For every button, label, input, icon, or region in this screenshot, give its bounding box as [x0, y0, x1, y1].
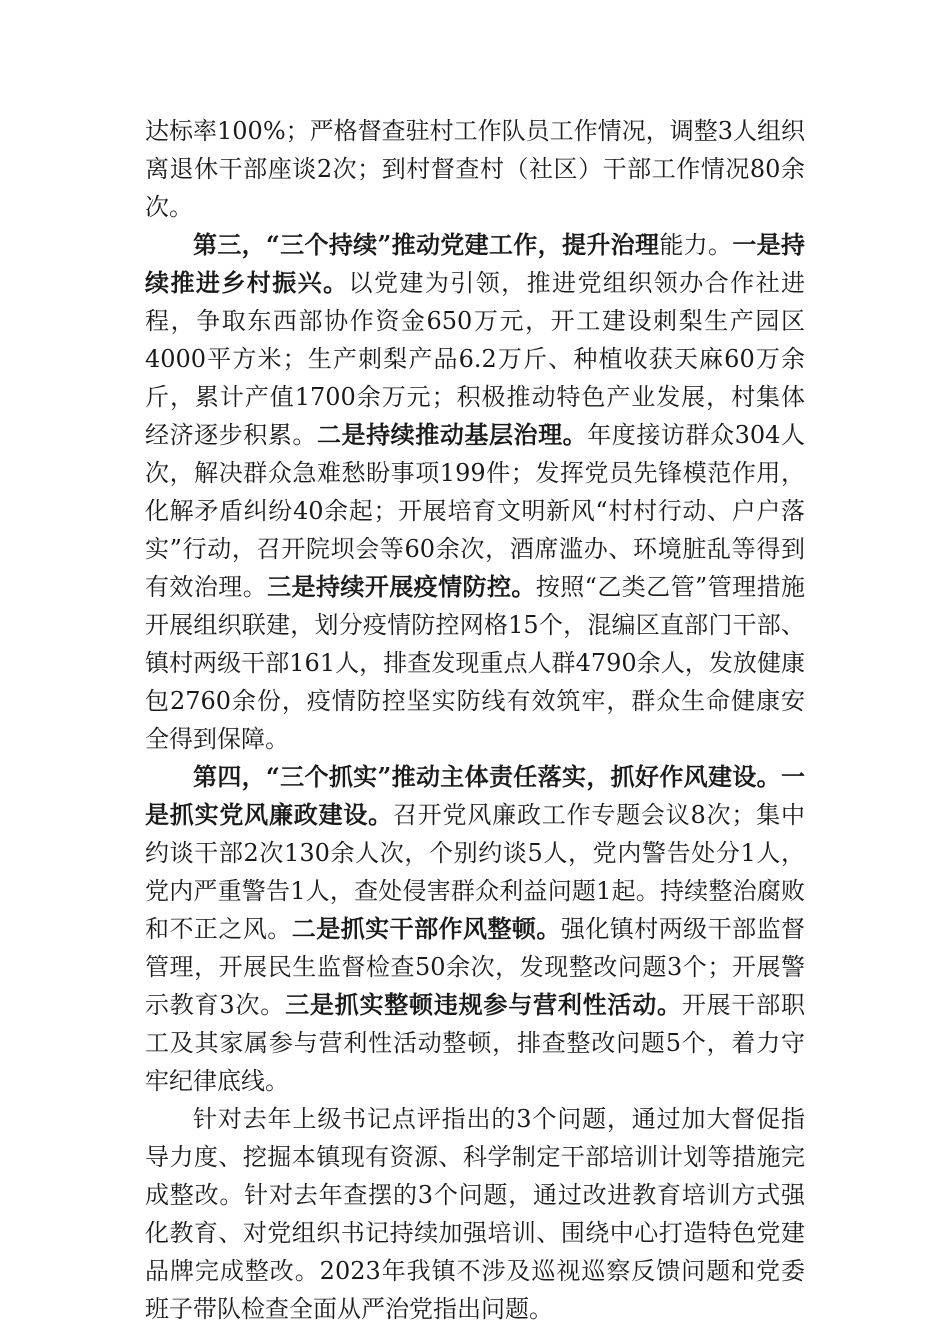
paragraph-4 — [145, 1100, 805, 1328]
section-4-sub-3: 三是抓实整顿违规参与营利性活动。 — [285, 990, 682, 1019]
section-3-sub-2: 二是持续推动基层治理。 — [316, 420, 588, 449]
section-4-text-1: 召开党风廉政工作专题会议8次；集中约谈干部2次130余人次，个别约谈5人，党内警告处分1人，党内严重警告1人，查处侵害群众利益问题1起。持续整治腐败和不正之风。 — [145, 801, 805, 943]
paragraph-2 — [145, 226, 805, 758]
section-3-heading: 第三，“三个持续”推动党建工作，提升治理 — [193, 230, 660, 259]
section-3-text-2: 年度接访群众304人次，解决群众急难愁盼事项199件；发挥党员先锋模范作用，化解矛盾纠纷40余起；开展培育文明新风“村村行动、户户落实”行动，召开院坝会等60余次，酒席滥办、环境脏乱等得到有效治理。 — [145, 421, 806, 601]
section-4-text-2: 强化镇村两级干部监督管理，开展民生监督检查50余次，发现整改问题3个；开展警示教育3次。 — [145, 915, 806, 1019]
section-3-text-1: 以党建为引领，推进党组织领办合作社进程，争取东西部协作资金650万元，开工建设刺梨生产园区4000平方米；生产刺梨产品6.2万斤、种植收获天麻60万余斤，累计产值1700余万元；积极推动特色产业发展，村集体经济逐步积累。 — [145, 269, 806, 449]
section-3-text-3: 按照“乙类乙管”管理措施开展组织联建，划分疫情防控网格15个，混编区直部门干部、镇村两级干部161人，排查发现重点人群4790余人，发放健康包2760余份，疫情防控坚实防线有效筑牢，群众生命健康安全得到保障。 — [145, 573, 806, 753]
paragraph-4-text: 针对去年上级书记点评指出的3个问题，通过加大督促指导力度、挖掘本镇现有资源、科学制定干部培训计划等措施完成整改。针对去年查摆的3个问题，通过改进教育培训方式强化教育、对党组织书记持续加强培训、围绕中心打造特色党建品牌完成整改。2023年我镇不涉及巡视巡察反馈问题和党委班子带队检查全面从严治党指出问题。 — [145, 1105, 805, 1323]
section-4-sub-2: 二是抓实干部作风整顿。 — [291, 914, 561, 943]
section-3-sub-1: 一是持续推进乡村振兴。 — [145, 230, 806, 297]
section-4-heading: 第四，“三个抓实”推动主体责任落实，抓好作风建设。 — [193, 762, 781, 791]
paragraph-1 — [145, 112, 805, 226]
section-3-sub-3: 三是持续开展疫情防控。 — [267, 572, 536, 601]
section-4-text-3: 开展干部职工及其家属参与营利性活动整顿，排查整改问题5个，着力守牢纪律底线。 — [145, 991, 805, 1095]
paragraph-1-text: 达标率100%；严格督查驻村工作队员工作情况，调整3人组织离退休干部座谈2次；到村督查村（社区）干部工作情况80余次。 — [145, 117, 805, 221]
section-3-heading-tail: 能力。 — [659, 231, 733, 259]
paragraph-3 — [145, 758, 805, 1100]
section-4-sub-1: 一是抓实党风廉政建设。 — [145, 762, 805, 829]
document-page — [145, 112, 805, 1328]
